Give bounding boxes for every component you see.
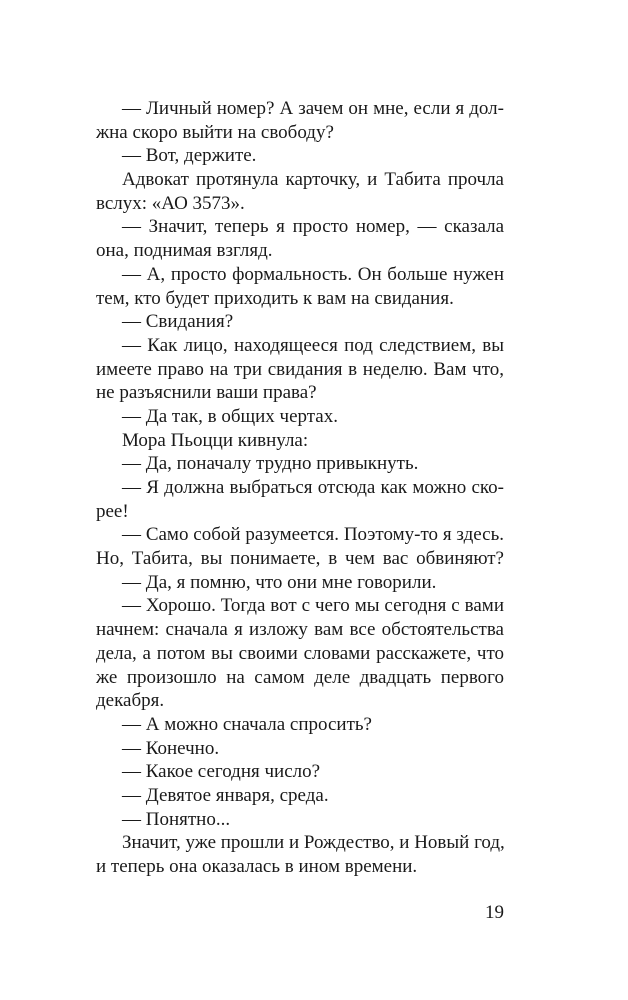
body-text xyxy=(96,97,504,879)
text-line: Значит, уже прошли и Рождество, и Новый год, xyxy=(122,832,505,854)
text-line: имеете право на три свидания в неделю. Вам что, xyxy=(96,358,504,380)
text-line: — Вот, держите. xyxy=(122,145,257,167)
text-line: — Какое сегодня число? xyxy=(122,761,321,783)
text-line: — Хорошо. Тогда вот с чего мы сегодня с вами xyxy=(122,595,504,617)
text-line: Но, Табита, вы понимаете, в чем вас обвиняют? xyxy=(96,548,504,570)
page-number: 19 xyxy=(485,902,504,923)
text-line: рее! xyxy=(96,500,129,522)
text-line: же произошло на самом деле двадцать первого xyxy=(96,666,504,688)
text-line: вслух: «АО 3573». xyxy=(96,192,245,214)
text-line: — Свидания? xyxy=(122,311,234,333)
text-line: не разъяснили ваши права? xyxy=(96,382,317,404)
text-line: — Я должна выбраться отсюда как можно ско- xyxy=(122,477,504,498)
text-line: декабря. xyxy=(96,690,165,712)
text-line: — Понятно... xyxy=(122,808,231,830)
text-line: — Значит, теперь я просто номер, — сказала xyxy=(122,216,504,238)
text-line: дела, а потом вы своими словами расскажете, что xyxy=(96,642,504,664)
text-line: жна скоро выйти на свободу? xyxy=(96,121,334,143)
text-line: — Да, я помню, что они мне говорили. xyxy=(122,571,437,593)
text-line: — Конечно. xyxy=(122,737,220,759)
text-line: Адвокат протянула карточку, и Табита прочла xyxy=(122,169,504,191)
text-line: — Само собой разумеется. Поэтому-то я здесь. xyxy=(122,524,504,546)
text-line: — Да так, в общих чертах. xyxy=(122,405,338,427)
text-line: начнем: сначала я изложу вам все обстоятельства xyxy=(96,619,504,641)
text-line: она, поднимая взгляд. xyxy=(96,240,273,262)
text-line: — Да, поначалу трудно привыкнуть. xyxy=(122,453,419,475)
text-line: Мора Пьоцци кивнула: xyxy=(122,429,309,451)
text-line: и теперь она оказалась в ином времени. xyxy=(96,856,418,877)
text-line: — Личный номер? А зачем он мне, если я дол- xyxy=(122,98,504,119)
text-line: — А можно сначала спросить? xyxy=(122,713,372,735)
text-line: — А, просто формальность. Он больше нужен xyxy=(122,263,504,285)
text-line: — Как лицо, находящееся под следствием, вы xyxy=(122,334,504,356)
text-line: — Девятое января, среда. xyxy=(122,784,329,806)
text-line: тем, кто будет приходить к вам на свидания. xyxy=(96,287,454,309)
